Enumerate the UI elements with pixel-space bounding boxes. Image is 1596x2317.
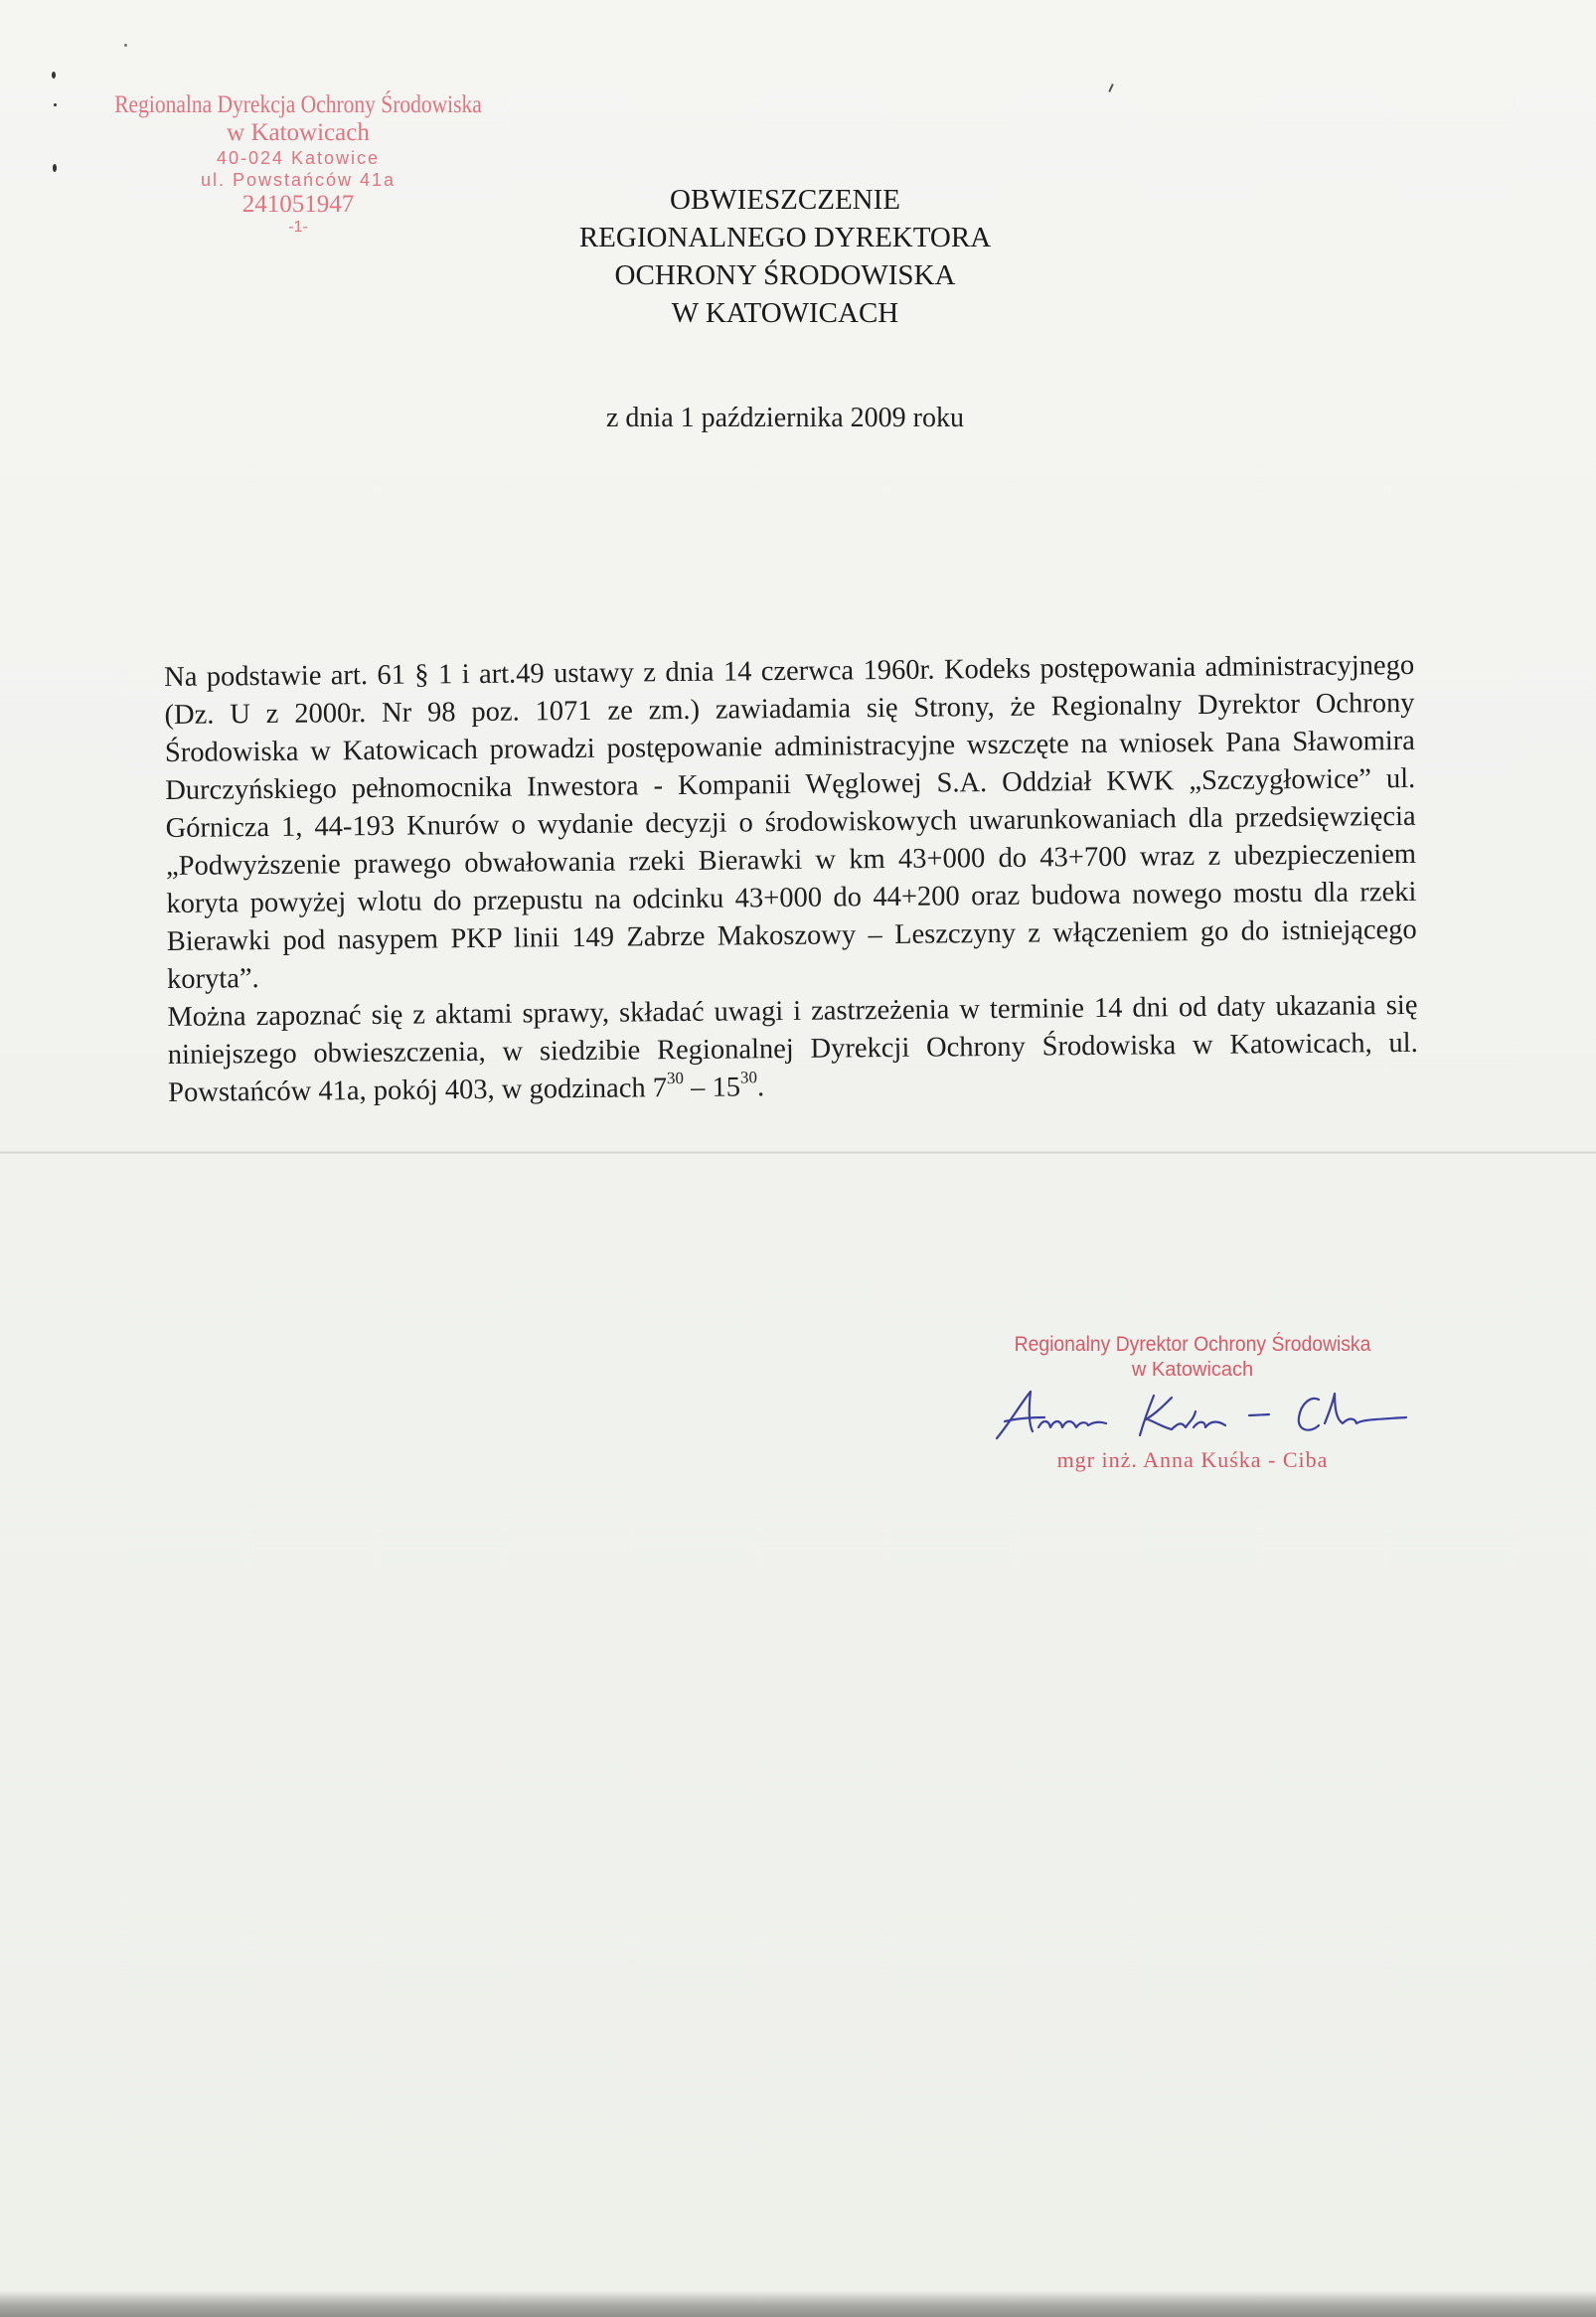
- heading-line-1: OBWIESZCZENIE: [670, 184, 900, 216]
- document-heading: [437, 181, 1133, 332]
- body-paragraph-2: [167, 987, 1418, 1112]
- heading-line-3: OCHRONY ŚRODOWISKA: [614, 259, 956, 291]
- hours-end: .: [756, 1072, 765, 1103]
- scan-speck: [54, 103, 57, 106]
- signature-city: w Katowicach: [1131, 1359, 1254, 1381]
- signature-title: Regionalny Dyrektor Ochrony Środowiska: [1014, 1333, 1371, 1356]
- hours-separator: –: [683, 1072, 713, 1103]
- handwritten-signature: [969, 1384, 1416, 1445]
- document-date: z dnia 1 października 2009 roku: [606, 403, 964, 433]
- document-body: [164, 647, 1418, 1112]
- hours-to-minutes: 30: [739, 1068, 758, 1087]
- hours-from-minutes: 30: [666, 1069, 685, 1088]
- hours-from: 7: [652, 1073, 668, 1104]
- scan-speck: [53, 164, 57, 172]
- scan-bottom-edge: [0, 2291, 1596, 2317]
- stamp-line-street: ul. Powstańców 41a: [200, 170, 397, 190]
- signatory-name: mgr inż. Anna Kuśka - Ciba: [1056, 1447, 1329, 1472]
- scan-speck: [52, 72, 56, 79]
- stamp-line-number: -1-: [288, 219, 308, 236]
- body-paragraph-1: Na podstawie art. 61 § 1 i art.49 ustawy z dnia 14 czerwca 1960r. Kodeks postępowania administracyjnego (Dz. U z 2000r. Nr 98 poz. 1071 ze zm.) zawiadamia się Strony, że Regionalny Dyrektor Ochrony Środowiska w Katowicach prowadzi postępowanie administracyjne wszczęte na wniosek Pana Sławomira Durczyńskiego pełnomocnika Inwestora - Kompanii Węglowej S.A. Oddział KWK „Szczygłowice” ul. Górnicza 1, 44-193 Knurów o wydanie decyzji o środowiskowych uwarunkowaniach dla przedsięwzięcia „Podwyższenie prawego obwałowania rzeki Bierawki w km 43+000 do 43+700 wraz z ubezpieczeniem koryta powyżej wlotu do przepustu na odcinku 43+000 do 44+200 oraz budowa nowego mostu dla rzeki Bierawki pod nasypem PKP linii 149 Zabrze Makoszowy – Leszczyny z włączeniem go do istniejącego koryta”.: [164, 649, 1417, 995]
- stamp-line-postcode: 40-024 Katowice: [216, 148, 381, 168]
- signature-block: [894, 1332, 1491, 1473]
- paragraph-2-text: Można zapoznać się z aktami sprawy, składać uwagi i zastrzeżenia w terminie 14 dni od daty ukazania się niniejszego obwieszczenia, w siedzibie Regionalnej Dyrekcji Ochrony Środowiska w Katowicach, ul. Powstańców 41a, pokój 403, w godzinach: [167, 989, 1418, 1108]
- stamp-line-regon: 241051947: [241, 191, 355, 218]
- paper-fold-line: [0, 1151, 1596, 1154]
- heading-line-4: W KATOWICACH: [671, 297, 899, 329]
- stamp-line-office: Regionalna Dyrekcja Ochrony Środowiska: [114, 91, 482, 118]
- stamp-line-city: w Katowicach: [227, 119, 370, 146]
- heading-line-2: REGIONALNEGO DYREKTORA: [578, 222, 992, 253]
- scan-speck: [1108, 83, 1114, 92]
- scan-speck: [124, 44, 127, 47]
- hours-to: 15: [712, 1072, 741, 1103]
